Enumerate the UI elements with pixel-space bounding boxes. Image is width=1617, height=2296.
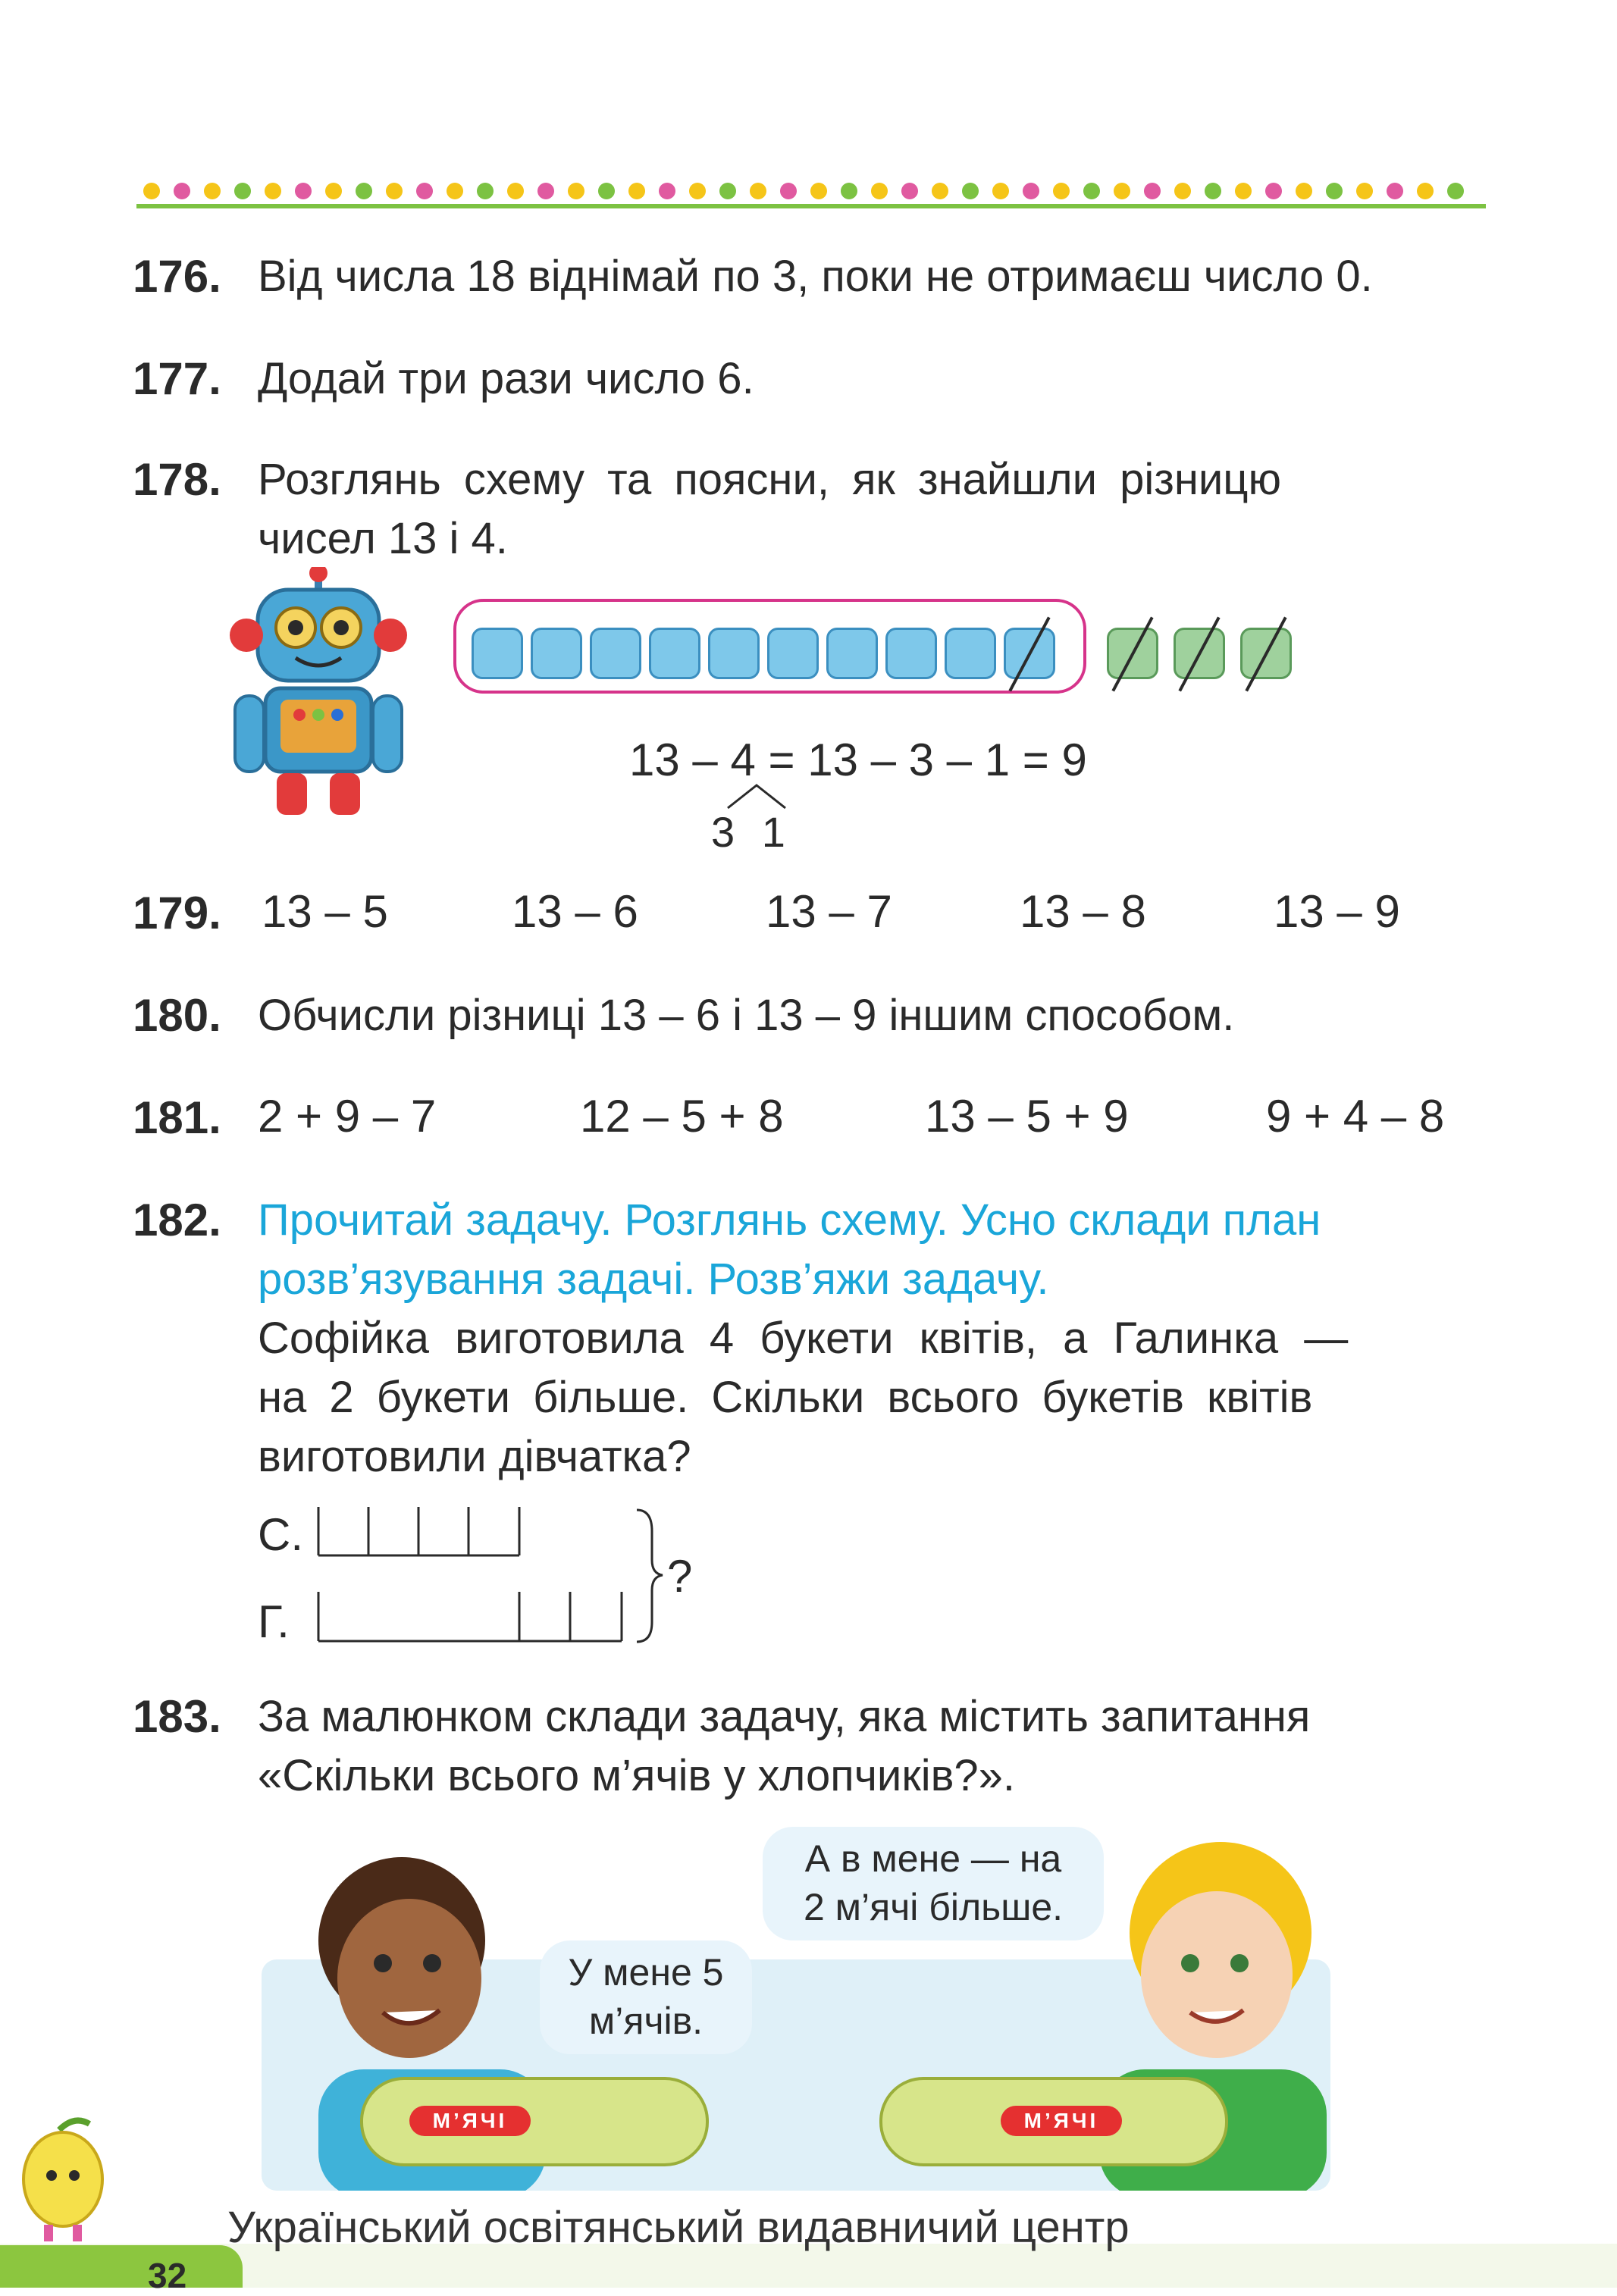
flower-icon	[810, 183, 827, 199]
speech-bubble-right	[763, 1827, 1104, 1940]
flower-icon	[143, 183, 160, 199]
exercise-179-item: 13 – 8	[1020, 886, 1146, 937]
flower-icon	[1205, 183, 1221, 199]
publisher-name: Український освітянський видавничий центр	[227, 2203, 1130, 2252]
exercise-178-number: 178.	[133, 454, 221, 505]
flower-icon	[1053, 183, 1070, 199]
scheme-question-mark: ?	[667, 1551, 693, 1602]
flower-icon	[1144, 183, 1161, 199]
flower-icon	[1296, 183, 1312, 199]
page-number-tab	[0, 2245, 243, 2288]
exercise-183-number: 183.	[133, 1691, 221, 1742]
exercise-182-number: 182.	[133, 1195, 221, 1245]
exercise-178-line1: Розглянь схему та поясни, як знайшли різницю	[258, 455, 1282, 504]
flower-icon	[1174, 183, 1191, 199]
exercise-183-line1: За малюнком склади задачу, яка містить запитання	[258, 1692, 1311, 1741]
flower-icon	[477, 183, 494, 199]
flower-icon	[750, 183, 766, 199]
flower-icon	[234, 183, 251, 199]
exercise-182-problem-line2: на 2 букети більше. Скільки всього букетів квітів	[258, 1373, 1313, 1422]
flower-icon	[780, 183, 797, 199]
flower-icon	[598, 183, 615, 199]
flower-icon	[1265, 183, 1282, 199]
segment-diagram	[311, 1501, 705, 1652]
flower-icon	[719, 183, 736, 199]
ball-package-right-label: М’ЯЧІ	[1001, 2106, 1122, 2136]
lemon-mascot	[14, 2115, 112, 2244]
blue-cube	[826, 628, 878, 679]
page-number: 32	[148, 2256, 187, 2295]
flower-icon	[1235, 183, 1252, 199]
flower-icon	[992, 183, 1009, 199]
speech-bubble-left	[540, 1940, 752, 2054]
flower-border-decoration	[136, 168, 1486, 215]
exercise-181-number: 181.	[133, 1092, 221, 1143]
exercise-178-line2: чисел 13 і 4.	[258, 514, 508, 563]
exercise-178-split: 3 1	[711, 808, 793, 856]
exercise-181-item: 12 – 5 + 8	[580, 1091, 784, 1142]
flower-icon	[1356, 183, 1373, 199]
flower-icon	[386, 183, 403, 199]
flower-icon	[174, 183, 190, 199]
exercise-181-item: 13 – 5 + 9	[925, 1091, 1129, 1142]
flower-icon	[325, 183, 342, 199]
exercise-176-text: Від числа 18 віднімай по 3, поки не отримаєш число 0.	[258, 252, 1373, 301]
flower-icon	[416, 183, 433, 199]
flower-icon	[628, 183, 645, 199]
flower-icon	[932, 183, 948, 199]
exercise-182-problem-line3: виготовили дівчатка?	[258, 1432, 691, 1481]
exercise-179-number: 179.	[133, 888, 221, 938]
blue-cube	[945, 628, 996, 679]
flower-icon	[962, 183, 979, 199]
exercise-179-item: 13 – 7	[766, 886, 892, 937]
flower-icon	[1114, 183, 1130, 199]
blue-cube	[767, 628, 819, 679]
flower-icon	[265, 183, 281, 199]
flower-icon	[871, 183, 888, 199]
exercise-179-item: 13 – 9	[1274, 886, 1400, 937]
flower-icon	[295, 183, 312, 199]
flower-icon	[841, 183, 857, 199]
exercise-182-problem-line1: Софійка виготовила 4 букети квітів, а Галинка —	[258, 1314, 1349, 1363]
blue-cube	[472, 628, 523, 679]
robot-illustration	[227, 567, 417, 825]
exercise-182-instruction-line2: розв’язування задачі. Розв’яжи задачу.	[258, 1254, 1049, 1304]
blue-cube	[649, 628, 700, 679]
decomposition-branch	[720, 781, 796, 811]
flower-icon	[507, 183, 524, 199]
exercise-179-item: 13 – 6	[512, 886, 638, 937]
exercise-181-item: 2 + 9 – 7	[258, 1091, 437, 1142]
flower-icon	[1326, 183, 1343, 199]
flower-icon	[1023, 183, 1039, 199]
flower-icon	[901, 183, 918, 199]
flower-icon	[1447, 183, 1464, 199]
exercise-183-line2: «Скільки всього м’ячів у хлопчиків?».	[258, 1751, 1016, 1800]
exercise-176-number: 176.	[133, 251, 221, 302]
flower-icon	[204, 183, 221, 199]
speech-bubble-right-line1: А в мене — на	[804, 1837, 1062, 1880]
exercise-177-number: 177.	[133, 353, 221, 404]
speech-bubble-left-line2: м’ячів.	[588, 2000, 704, 2042]
flower-icon	[537, 183, 554, 199]
blue-cube	[708, 628, 760, 679]
flower-icon	[659, 183, 675, 199]
speech-bubble-left-line1: У мене 5	[568, 1951, 724, 1994]
exercise-180-number: 180.	[133, 990, 221, 1041]
exercise-179-item: 13 – 5	[262, 886, 388, 937]
flower-icon	[1083, 183, 1100, 199]
exercise-177-text: Додай три рази число 6.	[258, 354, 754, 403]
blue-cube	[885, 628, 937, 679]
exercise-182-instruction-line1: Прочитай задачу. Розглянь схему. Усно склади план	[258, 1195, 1321, 1245]
exercise-180-text: Обчисли різниці 13 – 6 і 13 – 9 іншим способом.	[258, 991, 1235, 1040]
flower-icon	[1387, 183, 1403, 199]
speech-bubble-right-line2: 2 м’ячі більше.	[803, 1886, 1064, 1928]
scheme-label-halynka: Г.	[258, 1596, 290, 1647]
flower-icon	[689, 183, 706, 199]
flower-icon	[356, 183, 372, 199]
flower-icon	[1417, 183, 1434, 199]
flower-icon	[447, 183, 463, 199]
blue-cube	[590, 628, 641, 679]
ball-package-left-label: М’ЯЧІ	[409, 2106, 531, 2136]
blue-cube	[531, 628, 582, 679]
exercise-178-equation: 13 – 4 = 13 – 3 – 1 = 9	[629, 735, 1087, 785]
scheme-label-sofiika: С.	[258, 1509, 303, 1560]
exercise-181-item: 9 + 4 – 8	[1266, 1091, 1445, 1142]
flower-icon	[568, 183, 584, 199]
